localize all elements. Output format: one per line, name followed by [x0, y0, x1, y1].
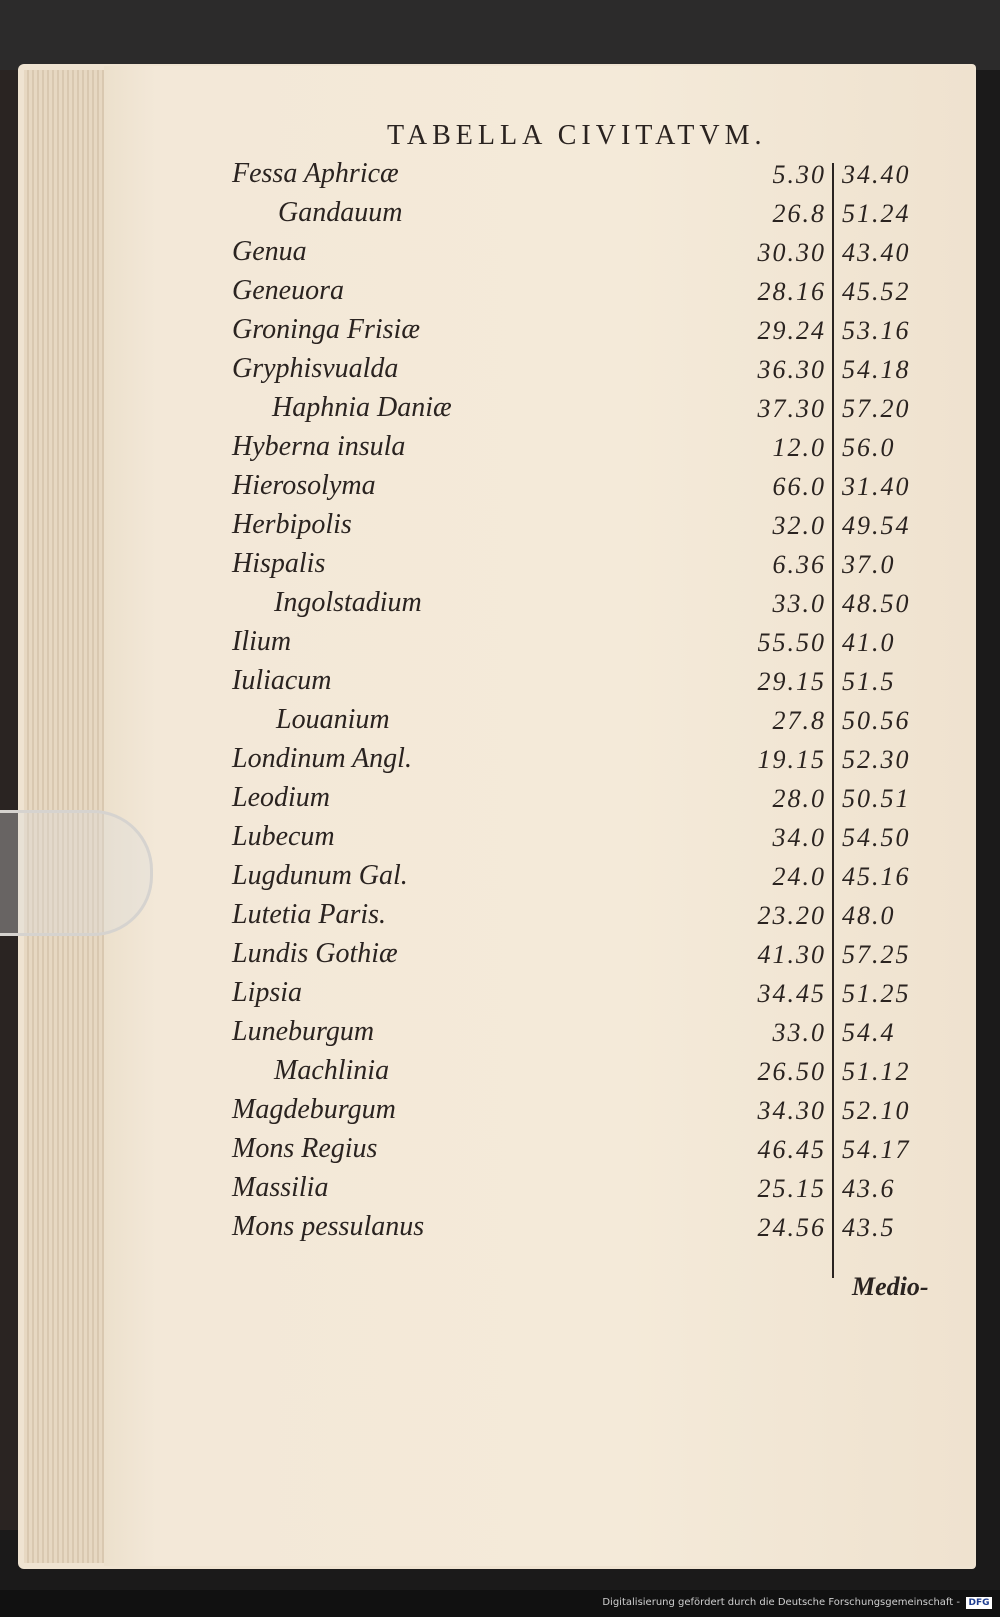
latitude-value: 31.40	[842, 472, 911, 501]
longitude-value: 12.0	[772, 433, 826, 462]
longitude-value: 26.50	[757, 1057, 826, 1086]
latitude-value: 54.17	[842, 1135, 911, 1164]
latitude-value: 51.25	[842, 979, 911, 1008]
table-row	[0, 236, 1000, 272]
city-name: Lundis Gothiæ	[232, 938, 398, 969]
latitude-value: 34.40	[842, 160, 911, 189]
city-name: Massilia	[232, 1172, 329, 1203]
city-name: Fessa Aphricæ	[232, 158, 399, 189]
latitude-value: 57.20	[842, 394, 911, 423]
table-row	[0, 938, 1000, 974]
catchword: Medio-	[852, 1272, 929, 1301]
table-row	[0, 899, 1000, 935]
table-row	[0, 821, 1000, 857]
latitude-value: 37.0	[842, 550, 896, 579]
city-name: Luneburgum	[232, 1016, 375, 1047]
table-row	[0, 704, 1000, 740]
city-name: Leodium	[232, 782, 330, 813]
longitude-value: 5.30	[772, 160, 826, 189]
latitude-value: 52.10	[842, 1096, 911, 1125]
latitude-value: 53.16	[842, 316, 911, 345]
city-name: Mons Regius	[232, 1133, 378, 1164]
table-row	[0, 626, 1000, 662]
longitude-value: 36.30	[757, 355, 826, 384]
latitude-value: 41.0	[842, 628, 896, 657]
city-name: Genua	[232, 236, 307, 267]
latitude-value: 49.54	[842, 511, 911, 540]
city-name: Lipsia	[232, 977, 303, 1008]
latitude-value: 54.18	[842, 355, 911, 384]
longitude-value: 37.30	[757, 394, 826, 423]
city-name: Gandauum	[278, 197, 403, 228]
table-row	[0, 1133, 1000, 1169]
table-row	[0, 197, 1000, 233]
longitude-value: 27.8	[772, 706, 826, 735]
city-name: Ilium	[232, 626, 292, 657]
latitude-value: 51.24	[842, 199, 911, 228]
longitude-value: 28.16	[757, 277, 826, 306]
city-name: Herbipolis	[232, 509, 352, 540]
table-row	[0, 1211, 1000, 1247]
table-row	[0, 509, 1000, 545]
longitude-value: 34.45	[757, 979, 826, 1008]
table-row	[0, 743, 1000, 779]
longitude-value: 24.0	[772, 862, 826, 891]
longitude-value: 29.24	[757, 316, 826, 345]
city-name: Lutetia Paris.	[232, 899, 387, 930]
longitude-value: 28.0	[772, 784, 826, 813]
table-row	[0, 1016, 1000, 1052]
latitude-value: 54.4	[842, 1018, 896, 1047]
city-name: Haphnia Daniæ	[272, 392, 452, 423]
city-name: Iuliacum	[232, 665, 332, 696]
table-row	[0, 587, 1000, 623]
city-name: Machlinia	[274, 1055, 390, 1086]
longitude-value: 32.0	[772, 511, 826, 540]
table-row	[0, 1172, 1000, 1208]
city-name: Groninga Frisiæ	[232, 314, 420, 345]
table-row	[0, 392, 1000, 428]
dfg-logo-icon: DFG	[966, 1597, 992, 1609]
scan-background-top	[0, 0, 1000, 70]
table-row	[0, 548, 1000, 584]
latitude-value: 43.40	[842, 238, 911, 267]
city-name: Lugdunum Gal.	[232, 860, 408, 891]
longitude-value: 41.30	[757, 940, 826, 969]
city-name: Magdeburgum	[232, 1094, 396, 1125]
latitude-value: 45.16	[842, 862, 911, 891]
table-row	[0, 1055, 1000, 1091]
city-name: Mons pessulanus	[232, 1211, 425, 1242]
latitude-value: 56.0	[842, 433, 896, 462]
city-name: Gryphisvualda	[232, 353, 399, 384]
latitude-value: 57.25	[842, 940, 911, 969]
table-row	[0, 431, 1000, 467]
longitude-value: 66.0	[772, 472, 826, 501]
funding-credit: Digitalisierung gefördert durch die Deutsche Forschungsgemeinschaft -	[602, 1597, 960, 1608]
city-name: Lubecum	[232, 821, 335, 852]
longitude-value: 33.0	[772, 1018, 826, 1047]
page-title: TABELLA CIVITATVM.	[387, 120, 767, 151]
longitude-value: 6.36	[772, 550, 826, 579]
latitude-value: 43.5	[842, 1213, 896, 1242]
table-row	[0, 1094, 1000, 1130]
longitude-value: 24.56	[757, 1213, 826, 1242]
latitude-value: 52.30	[842, 745, 911, 774]
latitude-value: 51.5	[842, 667, 896, 696]
longitude-value: 26.8	[772, 199, 826, 228]
table-row	[0, 353, 1000, 389]
table-row	[0, 977, 1000, 1013]
city-name: Hierosolyma	[232, 470, 376, 501]
latitude-value: 54.50	[842, 823, 911, 852]
table-row	[0, 860, 1000, 896]
latitude-value: 50.56	[842, 706, 911, 735]
city-name: Ingolstadium	[274, 587, 422, 618]
city-name: Louanium	[276, 704, 390, 735]
table-row	[0, 275, 1000, 311]
latitude-value: 48.0	[842, 901, 896, 930]
city-name: Londinum Angl.	[232, 743, 412, 774]
table-row	[0, 782, 1000, 818]
longitude-value: 29.15	[757, 667, 826, 696]
table-row	[0, 470, 1000, 506]
latitude-value: 45.52	[842, 277, 911, 306]
longitude-value: 23.20	[757, 901, 826, 930]
longitude-value: 25.15	[757, 1174, 826, 1203]
city-name: Hispalis	[232, 548, 326, 579]
city-name: Geneuora	[232, 275, 344, 306]
latitude-value: 43.6	[842, 1174, 896, 1203]
longitude-value: 33.0	[772, 589, 826, 618]
table-row	[0, 665, 1000, 701]
city-name: Hyberna insula	[232, 431, 406, 462]
longitude-value: 46.45	[757, 1135, 826, 1164]
longitude-value: 34.30	[757, 1096, 826, 1125]
latitude-value: 50.51	[842, 784, 911, 813]
table-row	[0, 314, 1000, 350]
longitude-value: 55.50	[757, 628, 826, 657]
longitude-value: 34.0	[772, 823, 826, 852]
latitude-value: 48.50	[842, 589, 911, 618]
latitude-value: 51.12	[842, 1057, 911, 1086]
longitude-value: 19.15	[757, 745, 826, 774]
longitude-value: 30.30	[757, 238, 826, 267]
table-row	[0, 158, 1000, 194]
